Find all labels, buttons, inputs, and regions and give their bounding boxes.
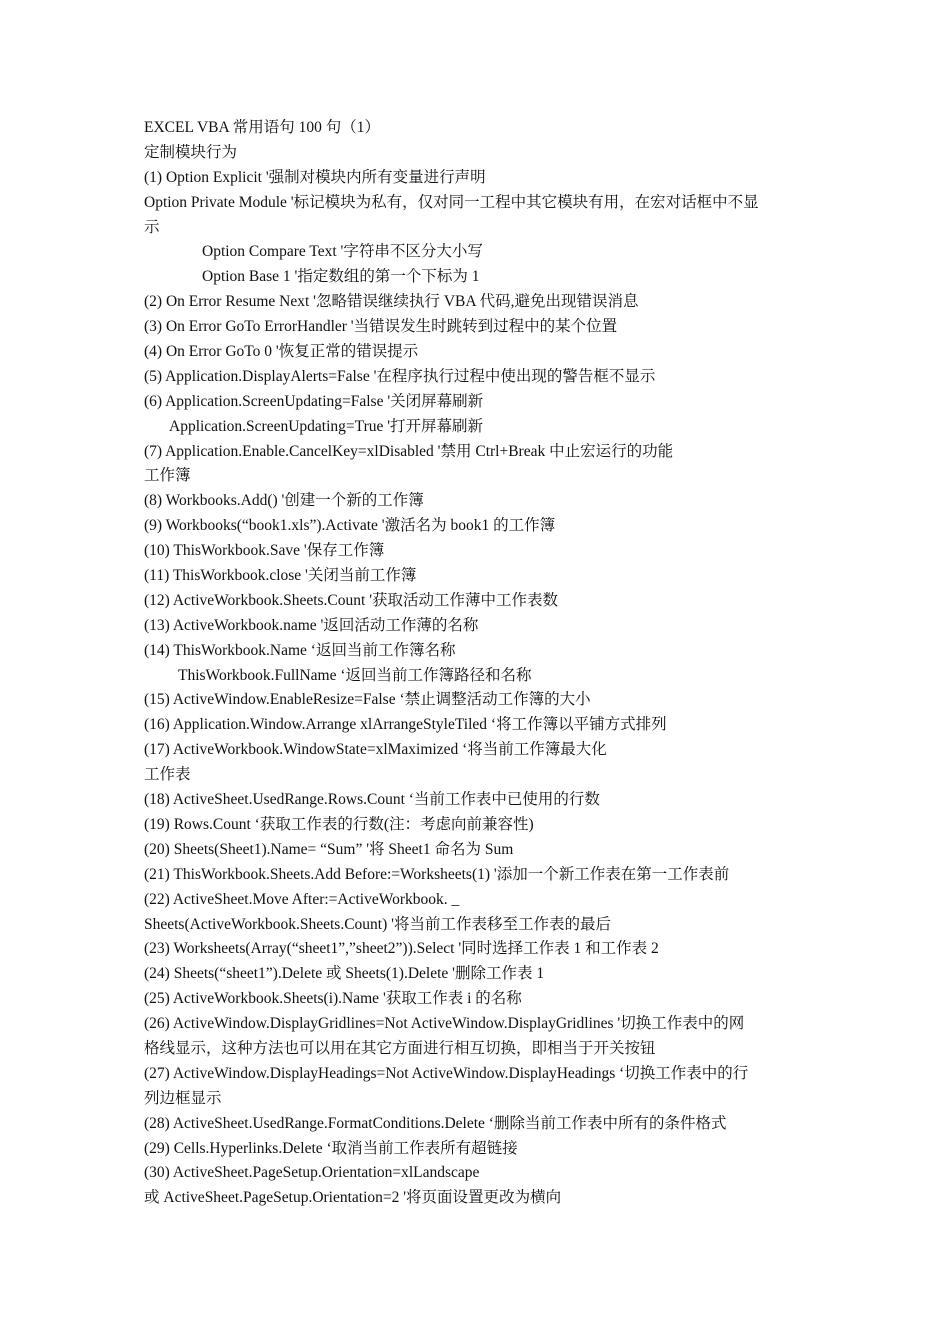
section-heading-module-behavior: 定制模块行为 [144,143,238,161]
text-line: (30) ActiveSheet.PageSetup.Orientation=xlLandscape [144,1164,480,1182]
text-line: (20) Sheets(Sheet1).Name= “Sum” '将 Sheet1 命名为 Sum [144,840,514,858]
text-line: Option Private Module '标记模块为私有，仅对同一工程中其它模块有用，在宏对话框中不显 [144,193,759,211]
text-line: (25) ActiveWorkbook.Sheets(i).Name '获取工作表 i 的名称 [144,990,522,1008]
text-line: (21) ThisWorkbook.Sheets.Add Before:=Worksheets(1) '添加一个新工作表在第一工作表前 [144,865,730,883]
text-line: (11) ThisWorkbook.close '关闭当前工作簿 [144,567,417,585]
text-line: (27) ActiveWindow.DisplayHeadings=Not ActiveWindow.DisplayHeadings ‘切换工作表中的行 [144,1064,749,1082]
text-line: Option Base 1 '指定数组的第一个下标为 1 [202,268,480,286]
text-line: (10) ThisWorkbook.Save '保存工作簿 [144,542,385,560]
text-line: (1) Option Explicit '强制对模块内所有变量进行声明 [144,168,486,186]
text-line: Sheets(ActiveWorkbook.Sheets.Count) '将当前工作表移至工作表的最后 [144,915,611,933]
text-line: (24) Sheets(“sheet1”).Delete 或 Sheets(1).Delete '删除工作表 1 [144,965,545,983]
section-heading-workbook: 工作簿 [144,467,191,485]
document-title: EXCEL VBA 常用语句 100 句（1） [144,119,380,136]
text-line: (2) On Error Resume Next '忽略错误继续执行 VBA 代码,避免出现错误消息 [144,293,639,311]
text-line: (22) ActiveSheet.Move After:=ActiveWorkbook. _ [144,890,460,908]
text-line: ThisWorkbook.FullName ‘返回当前工作簿路径和名称 [178,666,532,684]
text-line: (8) Workbooks.Add() '创建一个新的工作簿 [144,492,424,510]
text-line: 列边框显示 [144,1089,222,1107]
text-line: (9) Workbooks(“book1.xls”).Activate '激活名为 book1 的工作簿 [144,517,556,535]
text-line: 示 [144,218,160,236]
text-line: (3) On Error GoTo ErrorHandler '当错误发生时跳转到过程中的某个位置 [144,318,618,336]
text-line: Option Compare Text '字符串不区分大小写 [202,243,483,261]
text-line: (4) On Error GoTo 0 '恢复正常的错误提示 [144,343,419,361]
text-line: (29) Cells.Hyperlinks.Delete ‘取消当前工作表所有超链接 [144,1139,518,1157]
text-line: (14) ThisWorkbook.Name ‘返回当前工作簿名称 [144,641,456,659]
text-line: (15) ActiveWindow.EnableResize=False ‘禁止调整活动工作簿的大小 [144,691,591,709]
section-heading-worksheet: 工作表 [144,766,191,784]
text-line: (26) ActiveWindow.DisplayGridlines=Not ActiveWindow.DisplayGridlines '切换工作表中的网 [144,1015,745,1033]
text-line: (6) Application.ScreenUpdating=False '关闭屏幕刷新 [144,392,484,410]
text-line: Application.ScreenUpdating=True '打开屏幕刷新 [169,417,484,435]
text-line: (12) ActiveWorkbook.Sheets.Count '获取活动工作薄中工作表数 [144,591,558,609]
text-line: (23) Worksheets(Array(“sheet1”,”sheet2”)).Select '同时选择工作表 1 和工作表 2 [144,940,659,958]
text-line: (28) ActiveSheet.UsedRange.FormatConditions.Delete ‘删除当前工作表中所有的条件格式 [144,1114,727,1132]
text-line: (16) Application.Window.Arrange xlArrangeStyleTiled ‘将工作簿以平铺方式排列 [144,716,667,734]
text-line: (5) Application.DisplayAlerts=False '在程序执行过程中使出现的警告框不显示 [144,367,656,385]
text-line: (13) ActiveWorkbook.name '返回活动工作薄的名称 [144,616,479,634]
text-line: 或 ActiveSheet.PageSetup.Orientation=2 '将页面设置更改为横向 [144,1189,562,1207]
text-line: (7) Application.Enable.CancelKey=xlDisabled '禁用 Ctrl+Break 中止宏运行的功能 [144,442,674,460]
text-line: 格线显示，这种方法也可以用在其它方面进行相互切换，即相当于开关按钮 [144,1039,656,1057]
text-line: (19) Rows.Count ‘获取工作表的行数(注：考虑向前兼容性) [144,815,534,833]
text-line: (17) ActiveWorkbook.WindowState=xlMaximized ‘将当前工作簿最大化 [144,741,607,759]
document-body [144,116,812,1211]
text-line: (18) ActiveSheet.UsedRange.Rows.Count ‘当前工作表中已使用的行数 [144,791,600,809]
